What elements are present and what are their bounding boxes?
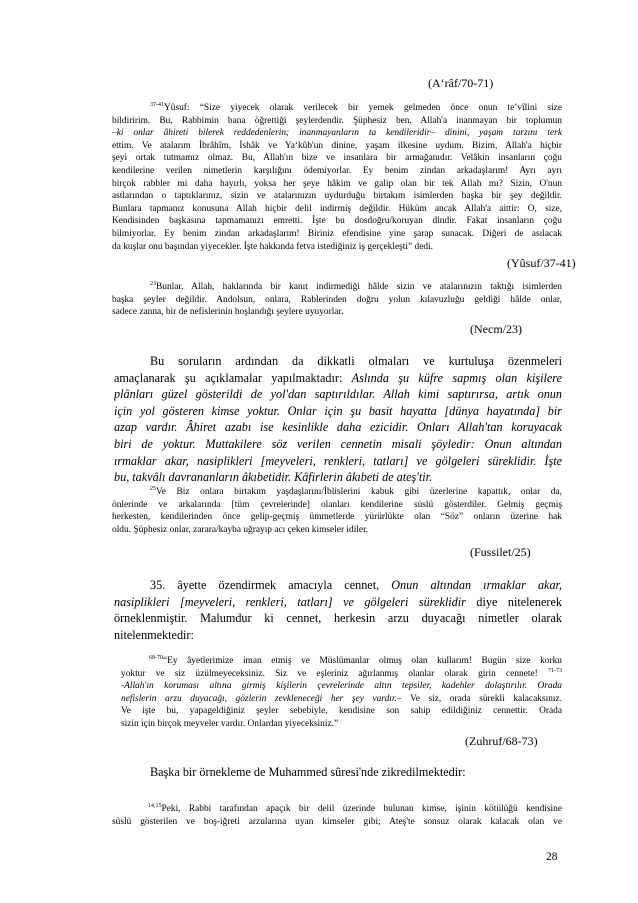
quote-line: süslü gösterilen ve boş-iğreti arzularına uyan kimseler gibi; Ateş'te sonsuz olarak kalacak olan ve <box>112 816 562 827</box>
verse-reference-yusuf: (Yûsuf/37-41) <box>507 256 576 270</box>
quote-line: –ki onlar âhireti bilerek reddedenlerin; inanmayanların ta kendileridir– dinini, yaşam tarzını terk <box>112 128 562 139</box>
text-line: ırmaklar akar, nasiplikleri [meyveleri, renkleri, tatları] ve gölgeleri süreklidir. İşte <box>114 453 562 468</box>
quote-line: $^{23}$Bunlar, Allah, haklarında bir kanıt indirmediği hâlde sizin ve atalarınızın taktığı isimlerden <box>150 281 562 292</box>
verse-number: 25 <box>150 486 156 492</box>
quote-line: yoktur ve siz üzülmeyeceksiniz. Siz ve eşleriniz ağırlanmış olanlar olarak girin cennete! $^{71-73}$ <box>121 667 562 679</box>
quote-line: $^{68-70}$“Ey âyetlerimize iman etmiş ve Müslümanlar olmuş olan kullarım! Bugün size korku <box>149 655 562 666</box>
text-line: plânları güzel gösterildi de yol'dan saptırıldılar. Allah kimi saptırırsa, artık onun <box>114 387 562 402</box>
text-line: Bu soruların ardından da dikkatli olmaları ve kurtuluşa özenmeleri <box>150 354 562 368</box>
quote-line: ettim. Ve atalarım İbrâhîm, İshâk ve Ya‘kûb'un dinine, yaşam ilkesine uydum. Bizim, Allah'a hiçbir <box>112 140 562 151</box>
quote-line: $^{25}$Ve Biz onlara birtakım yaşdaşlarını/İblislerini kabuk gibi üzerlerine kapattık, onlar da, <box>150 486 562 497</box>
quote-line: nefislerin arzu duyacağı, gözlerin zevkleneceği her şey vardır.– Ve siz, orada sürekli kalacaksınız. <box>121 693 562 704</box>
verse-number: 68-70 <box>149 655 163 661</box>
quote-line: sadece zanna, bir de nefislerinin hoşlandığı şeylere uyuyorlar. <box>112 307 344 318</box>
quote-line: kendilerine verilen nimetlerin karşılığını ödemiyorlar. Ey benim zindan arkadaşlarım! Ayrı ayrı <box>112 165 562 176</box>
quote-block-yusuf <box>112 102 562 253</box>
verse-number: 23 <box>150 281 156 287</box>
text-line: amaçlanarak şu açıklamalar yapılmaktadır: Aslında şu küfre sapmış olan kişilere <box>114 370 562 385</box>
text-line: 35. âyette özendirmek amacıyla cennet, Onun altından ırmaklar akar, <box>150 578 562 592</box>
body-paragraph-3: Başka bir örnekleme de Muhammed sûresi'nde zikredilmektedir: <box>150 765 466 779</box>
verse-reference-fussilet: (Fussilet/25) <box>470 545 531 559</box>
text-line: bu, takvâlı davrananların âkıbetidir. Kâfirlerin âkıbeti de ateş'tir. <box>114 470 433 485</box>
text-line: için yol gösteren kimse yoktur. Onlar için şu basit hayatta [dünya hayatında] bir <box>114 403 562 418</box>
quote-line: astlarından o taptıklarınız, sizin ve atalarınızın uydurduğu birtakım isimlerden başka bir şey değildir. <box>112 191 562 202</box>
quote-block-fussilet <box>112 486 562 536</box>
quote-line: herkesten, kendilerinden önce gelip-geçmiş ümmetlerde yürürlükte olan “Söz” onların üzerine hak <box>112 512 562 523</box>
quote-block-muhammed <box>112 803 562 828</box>
text-line: nitelenmektedir: <box>114 627 194 642</box>
quote-line: önlerinde ve arkalarında [tüm çevrelerinde] olanları kendilerine süslü gösterdiler. Gelmiş geçmiş <box>112 499 562 510</box>
quote-block-zuhruf <box>121 655 562 731</box>
verse-reference-necm: (Necm/23) <box>470 322 522 336</box>
verse-reference-zuhruf: (Zuhruf/68-73) <box>465 734 538 748</box>
text-line: nasiplikleri [meyveleri, renkleri, tatları] ve gölgeleri süreklidir diye nitelenerek <box>114 594 562 609</box>
quote-line: Bunlara tapmanız konusuna Allah hiçbir delil indirmiş değildir. Hüküm ancak Allah'a aittir: O, size, <box>112 203 562 214</box>
page-number: 28 <box>546 851 558 863</box>
text-line: azap vardır. Âhiret azabı ise kesinlikle daha ezicidir. Onları Allah'tan koruyacak <box>114 420 562 435</box>
quote-line: bilmiyorlar. Ey benim zindan arkadaşlarım! Biriniz efendisine yine şarap sunacak. Diğeri de asılacak <box>112 228 562 239</box>
quote-line: oldu. Şüphesiz onlar, zarara/kayba uğrayıp acı çeken kimseler idiler. <box>112 524 369 535</box>
verse-number: 71-73 <box>548 667 562 674</box>
quote-line: birçok rabbler mi daha hayırlı, yoksa her şeye hâkim ve galip olan bir tek Allah mı? Sizin, O'nun <box>112 178 562 189</box>
text-line: örneklenmiştir. Malumdur ki cennet, herkesin arzu duyacağı nimetler olarak <box>114 611 562 626</box>
verse-reference-araf: (A‘râf/70-71) <box>428 76 494 90</box>
quote-line: bildiririm. Bu, Rabbimin bana öğrettiği şeylerdendir. Şüphesiz ben, Allah'a inanmayan bir toplumun <box>112 115 562 126</box>
quote-line: sizin için birçok meyveler vardır. Onlardan yiyeceksiniz.” <box>121 718 339 729</box>
quote-line: başka şeyler değildir. Andolsun, onlara, Rablerinden doğru yolun kılavuzluğu geldiği hâlde onlar, <box>112 294 562 305</box>
quote-block-necm <box>112 281 562 319</box>
quote-line: Kendisinden başkasına tapmamanızı emretti. İşte bu dosdoğru/koruyan dindir. Fakat insanların çoğu <box>112 216 562 227</box>
text-line: biri de yoktur. Muttakilere söz verilen cennetin misali şöyledir: Onun altından <box>114 436 562 451</box>
verse-number: 37-41 <box>150 102 164 108</box>
body-paragraph-2 <box>114 577 562 643</box>
quote-line: $^{37-41}$Yûsuf: “Size yiyecek olarak verilecek bir yemek gelmeden önce onun te’vîlini size <box>150 102 562 113</box>
quote-line: da kuşlar onu başından yiyecekler. İşte hakkında fetva istediğiniz iş gerçekleşti” dedi. <box>112 241 433 252</box>
quote-line: $^{14,15}$Peki, Rabbi tarafından apaçık bir delil üzerinde bulunan kimse, işinin kötülüğü kendisine <box>148 803 562 814</box>
quote-line: şeyi ortak tutmamız olmaz. Bu, Allah'ın bize ve insanlara bir armağanıdır. Velâkin insanların çoğu <box>112 153 562 164</box>
verse-number: 14,15 <box>148 803 162 809</box>
quote-line: Ve işte bu, yapageldiğiniz şeyler sebebiyle, kendisine son sahip edildiğiniz cennettir. Orada <box>121 706 562 717</box>
body-paragraph-1 <box>114 353 562 486</box>
quote-line: -Allah'ın koruması altına girmiş kişilerin çevrelerinde altın tepsiler, kadehler dolaştırılır. Orada <box>121 681 562 692</box>
